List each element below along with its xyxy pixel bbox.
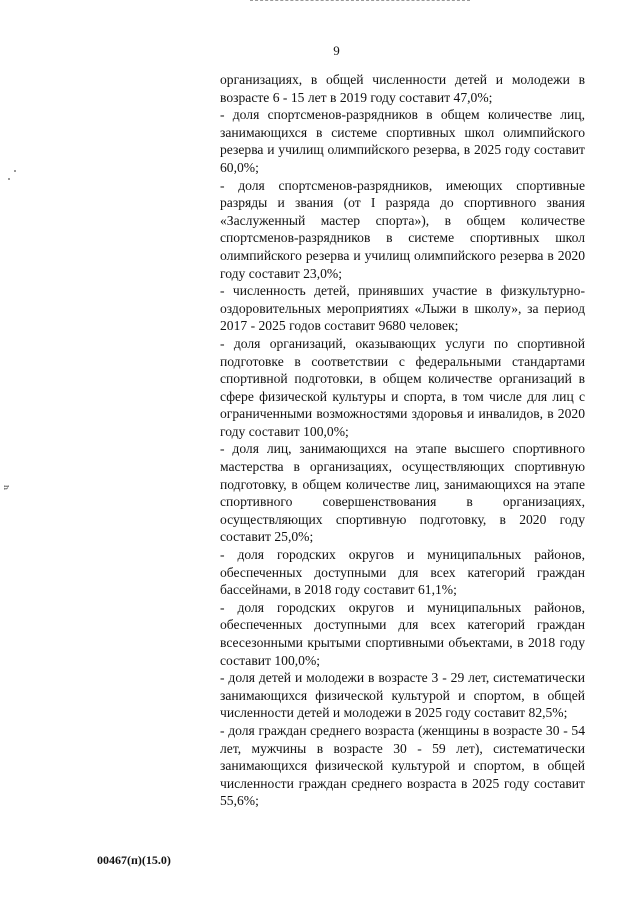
- document-code: 00467(п)(15.0): [97, 853, 171, 867]
- page-number: 9: [333, 43, 340, 58]
- paragraph-10: - доля граждан среднего возраста (женщины в возрасте 30 - 54 лет, мужчины в возрасте 30 - 59 лет), систематически занимающихся физической культурой и спортом, в общей численности граждан среднего возраста в 2025 году составит 55,6%;: [220, 722, 585, 809]
- paragraph-5: - доля организаций, оказывающих услуги по спортивной подготовке в соответствии с федеральными стандартами спортивной подготовки, в общем количестве организаций в сфере физической культуры и спорта, в том числе для лиц с ограниченными возможностями здоровья и инвалидов, в 2020 году составит 100,0%;: [220, 335, 585, 439]
- paragraph-1: организациях, в общей численности детей и молодежи в возрасте 6 - 15 лет в 2019 году составит 47,0%;: [220, 72, 585, 105]
- paragraph-9: - доля детей и молодежи в возрасте 3 - 29 лет, систематически занимающихся физической культурой и спортом, в общей численности детей и молодежи в 2025 году составит 82,5%;: [220, 670, 585, 721]
- body-text: [220, 71, 585, 810]
- scan-edge-mark: [250, 0, 470, 4]
- scan-speck: [14, 170, 16, 172]
- paragraph-2: - доля спортсменов-разрядников в общем количестве лиц, занимающихся в системе спортивных школ олимпийского резерва и училищ олимпийского резерва, в 2025 году составит 60,0%;: [220, 107, 585, 175]
- paragraph-8: - доля городских округов и муниципальных районов, обеспеченных доступными для всех категорий граждан всесезонными крытыми спортивными объектами, в 2018 году составит 100,0%;: [220, 599, 585, 668]
- paragraph-7: - доля городских округов и муниципальных районов, обеспеченных доступными для всех категорий граждан бассейнами, в 2018 году составит 61,1%;: [220, 547, 585, 598]
- scan-speck: [8, 178, 10, 180]
- paragraph-4: - численность детей, принявших участие в физкультурно-оздоровительных мероприятиях «Лыжи в школу», за период 2017 - 2025 годов составит 9680 человек;: [220, 283, 585, 334]
- paragraph-3: - доля спортсменов-разрядников, имеющих спортивные разряды и звания (от I разряда до спортивного звания «Заслуженный мастер спорта»), в общем количестве спортсменов-разрядников в системе спортивных школ олимпийского резерва и училищ олимпийского резерва в 2020 году составит 23,0%;: [220, 177, 585, 281]
- paragraph-6: - доля лиц, занимающихся на этапе высшего спортивного мастерства в организациях, осуществляющих спортивную подготовку, в общем количестве лиц, занимающихся на этапе спортивного совершенствования в организациях, осуществляющих спортивную подготовку, в 2020 году составит 25,0%;: [220, 441, 585, 545]
- margin-mark: ч: [1, 484, 13, 491]
